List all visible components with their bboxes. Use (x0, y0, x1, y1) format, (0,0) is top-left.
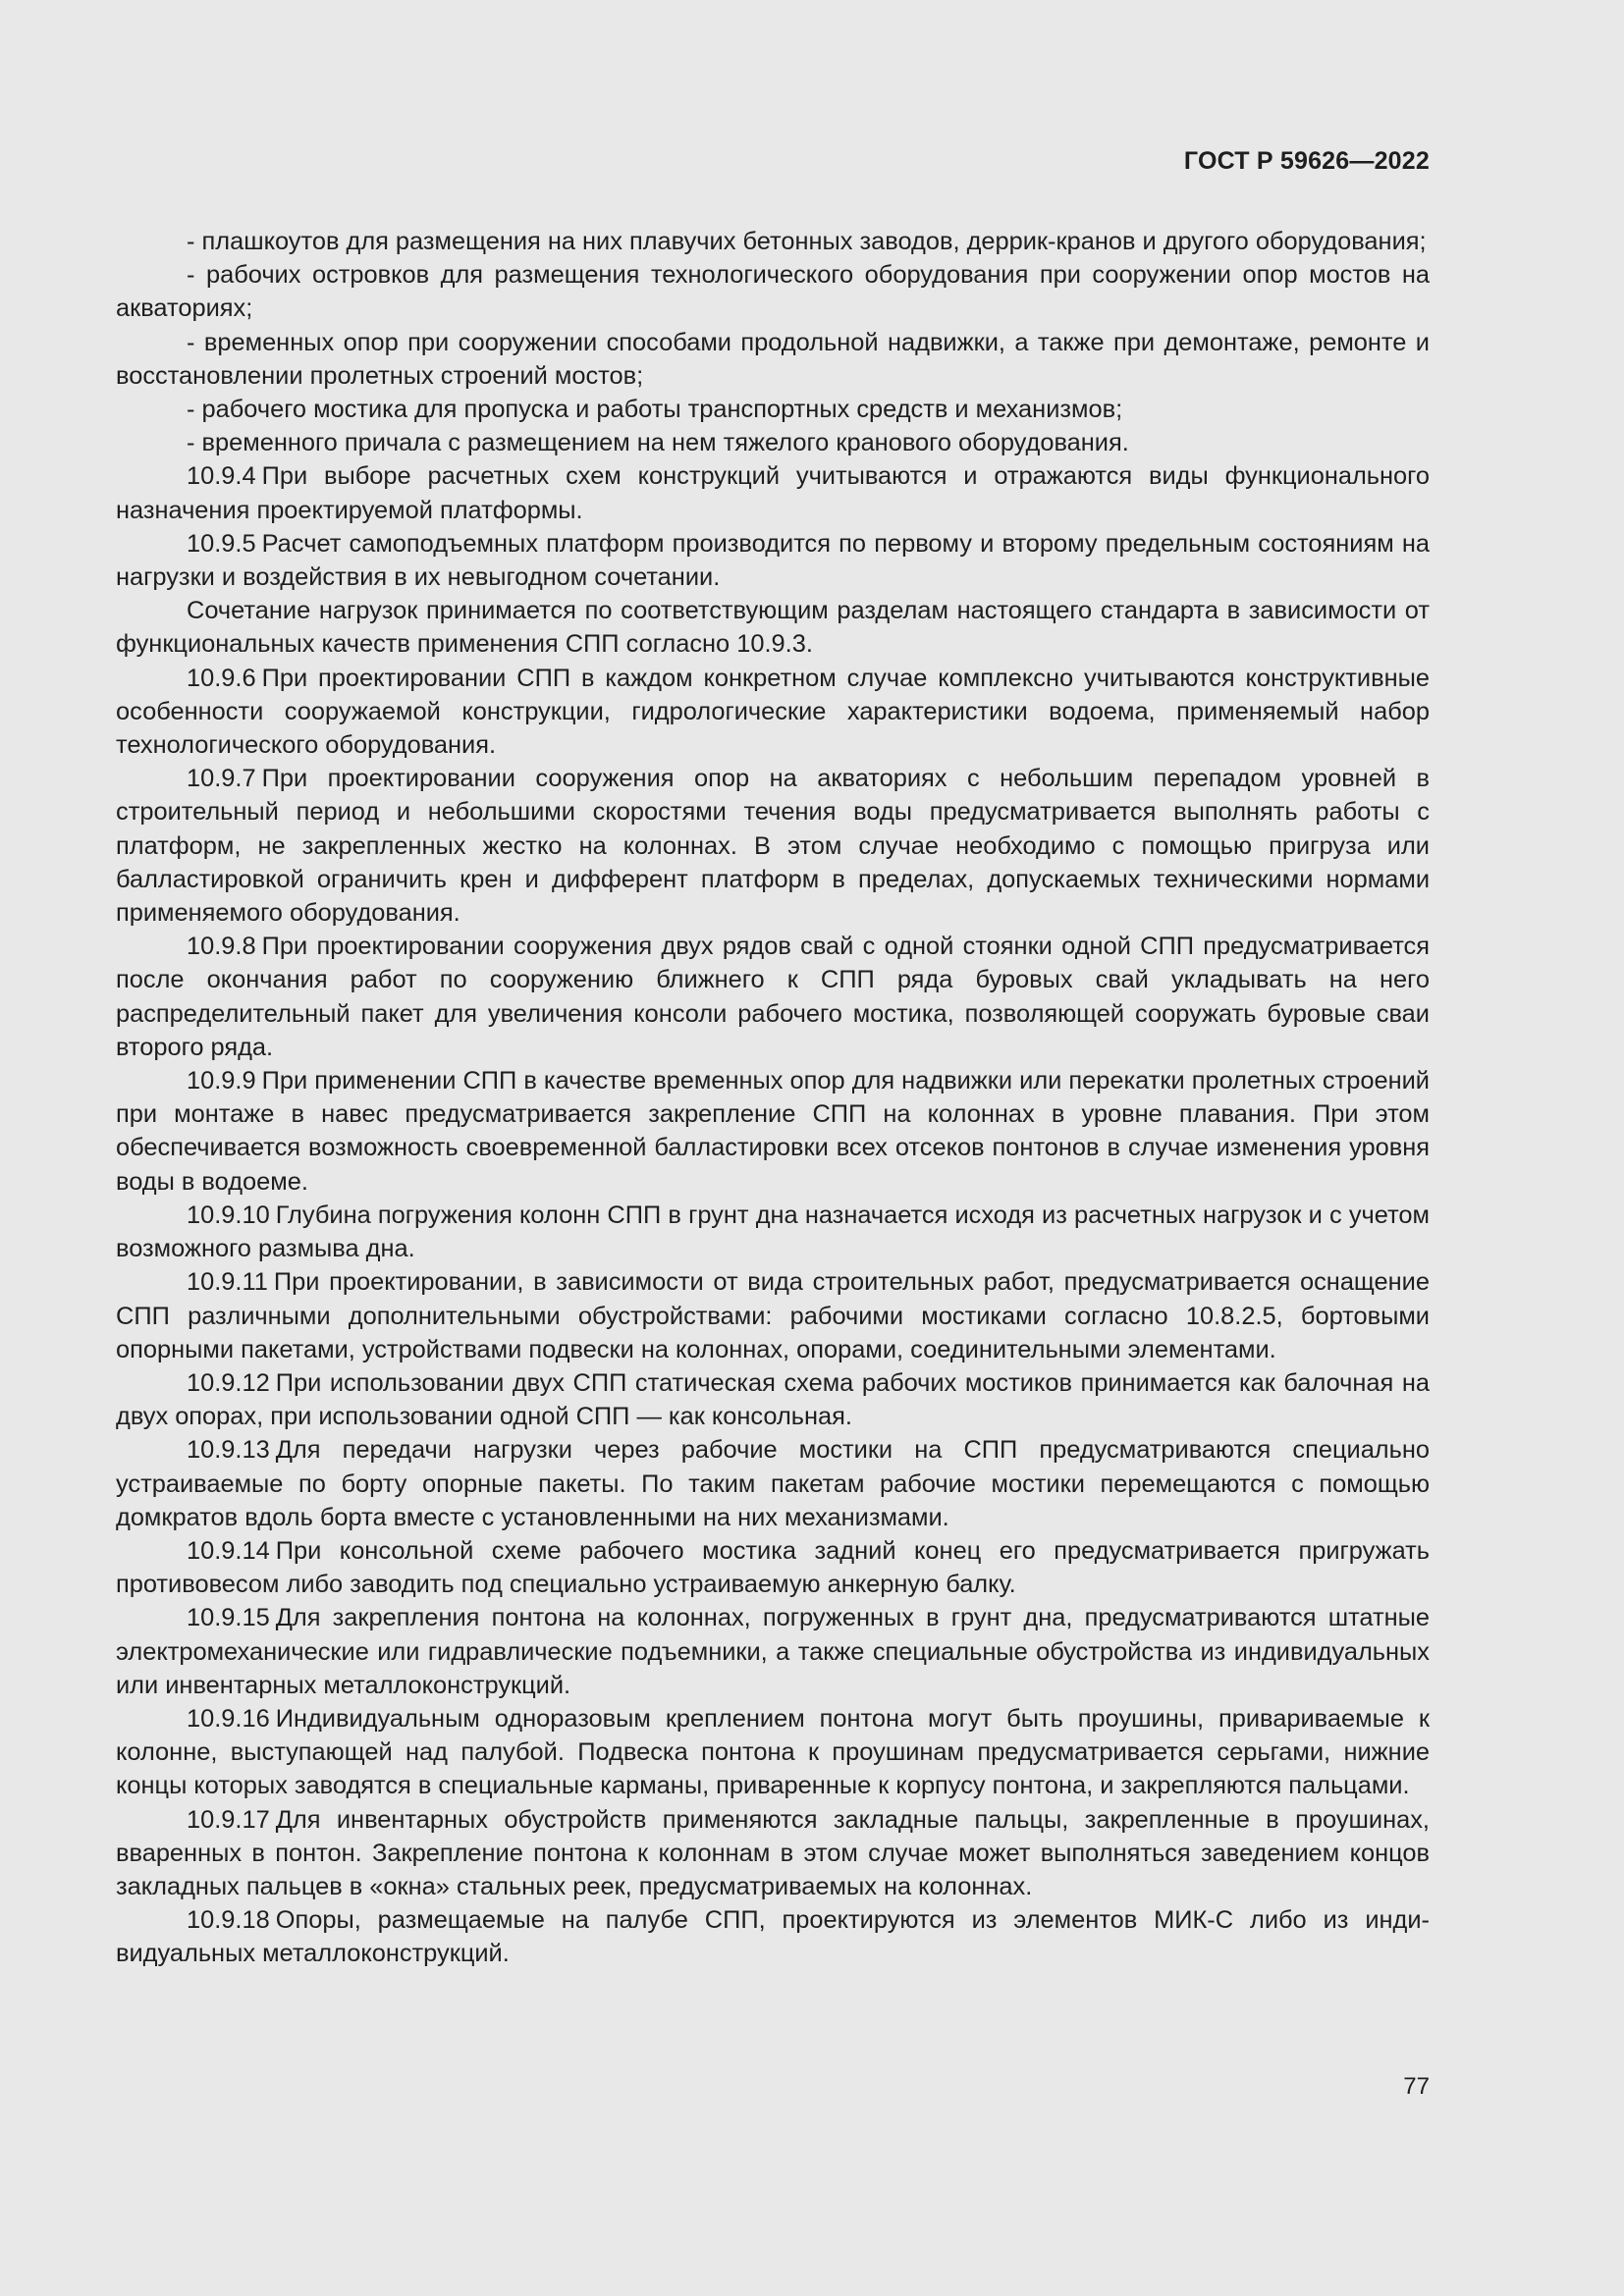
clause-paragraph (116, 1601, 1430, 1702)
paragraph-text: При проектировании, в зависимости от вида строительных работ, предусматривается оснащение СПП различными дополнительными обустройствами: рабочими мостиками согласно 10.8.2.5, бортовыми опорными пакетами, устройствами подвески на колоннах, опорами, соединительными элементами. (116, 1268, 1430, 1363)
clause-number: 10.9.6 (187, 664, 256, 692)
clause-number: 10.9.4 (187, 462, 256, 491)
paragraph-text: - рабочего мостика для пропуска и работы транспортных средств и механизмов; (187, 396, 1123, 424)
paragraph-text: При использовании двух СПП статическая схема рабочих мостиков принимается как балочная на двух опорах, при использовании одной СПП — как консольная. (116, 1368, 1430, 1431)
paragraph-text: Опоры, размещаемые на палубе СПП, проектируются из элементов МИК-С либо из индивидуальных металлоконструкций. (116, 1906, 1430, 1968)
paragraph-text: Для инвентарных обустройств применяются закладные пальцы, закрепленные в проушинах, вваренных в понтон. Закрепление понтона к колоннам в этом случае может выполняться заведением концов закладных пальцев в «окна» стальных реек, предусматриваемых на колоннах. (116, 1805, 1430, 1900)
list-item (116, 258, 1430, 325)
list-item (116, 393, 1430, 426)
paragraph-text: Сочетание нагрузок принимается по соответствующим разделам настоящего стандарта в зависимости от функциональных качеств применения СПП согласно 10.9.3. (116, 597, 1430, 659)
clause-paragraph (116, 1366, 1430, 1433)
paragraph-text: - временного причала с размещением на нем тяжелого кранового оборудования. (187, 429, 1129, 457)
paragraph-text: - рабочих островков для размещения технологического оборудования при сооружении опор мостов на акваториях; (116, 261, 1430, 323)
clause-paragraph (116, 594, 1430, 661)
clause-paragraph (116, 459, 1430, 526)
list-item (116, 326, 1430, 393)
clause-paragraph (116, 1199, 1430, 1265)
clause-number: 10.9.11 (187, 1268, 268, 1297)
clause-number: 10.9.12 (187, 1368, 270, 1397)
clause-paragraph (116, 1534, 1430, 1601)
clause-number: 10.9.15 (187, 1604, 270, 1632)
paragraph-text: - плашкоутов для размещения на них плавучих бетонных заводов, деррик-кранов и другого оборудования; (187, 228, 1427, 255)
paragraph-text: Расчет самоподъемных платформ производится по первому и второму предельным состояниям на нагрузки и воздействия в их невыгодном сочетании. (116, 529, 1430, 592)
clause-number: 10.9.5 (187, 529, 256, 558)
clause-paragraph (116, 662, 1430, 763)
document-header: ГОСТ Р 59626—2022 (1183, 147, 1430, 175)
clause-number: 10.9.17 (187, 1805, 270, 1834)
clause-paragraph (116, 1265, 1430, 1366)
clause-paragraph (116, 930, 1430, 1064)
paragraph-text: При выборе расчетных схем конструкций учитываются и отражаются виды функционального назначения проектируемой платформы. (116, 462, 1430, 524)
clause-paragraph (116, 762, 1430, 930)
clause-paragraph (116, 1064, 1430, 1199)
paragraph-text: Для закрепления понтона на колоннах, погруженных в грунт дна, предусматриваются штатные электромеханические или гидравлические подъемники, а также специальные обустройства из индивидуальных или инвентарных металлоконструкций. (116, 1604, 1430, 1699)
clause-number: 10.9.13 (187, 1436, 270, 1465)
clause-number: 10.9.8 (187, 933, 256, 961)
document-body (116, 225, 1430, 1971)
clause-paragraph (116, 1433, 1430, 1534)
clause-number: 10.9.9 (187, 1067, 256, 1095)
clause-number: 10.9.7 (187, 765, 256, 793)
list-item (116, 225, 1430, 258)
clause-paragraph (116, 1803, 1430, 1904)
clause-paragraph (116, 527, 1430, 594)
clause-number: 10.9.18 (187, 1906, 270, 1935)
paragraph-text: Индивидуальным одноразовым креплением понтона могут быть проушины, привариваемые к колонне, выступающей над палубой. Подвеска понтона к проушинам предусматривается серьгами, нижние концы которых заводятся в специальные карманы, приваренные к корпусу понтона, и закрепляются пальцами. (116, 1704, 1430, 1800)
paragraph-text: При консольной схеме рабочего мостика задний конец его предусматривается пригружать противовесом либо заводить под специально устраиваемую анкерную балку. (116, 1536, 1430, 1599)
paragraph-text: При проектировании сооружения опор на акваториях с небольшим перепадом уровней в строительный период и небольшими скоростями течения воды предусматривается выполнять работы с платформ, не закрепленных жестко на колоннах. В этом случае необходимо с помощью пригруза или балластировкой ограничить крен и дифферент платформ в пределах, допускаемых техническими нормами применяемого оборудования. (116, 765, 1430, 928)
clause-number: 10.9.10 (187, 1201, 270, 1229)
paragraph-text: Для передачи нагрузки через рабочие мостики на СПП предусматриваются специально устраиваемые по борту опорные пакеты. По таким пакетам рабочие мостики перемещаются с помощью домкратов вдоль борта вместе с установленными на них механизмами. (116, 1436, 1430, 1531)
paragraph-text: Глубина погружения колонн СПП в грунт дна назначается исходя из расчетных нагрузок и с учетом возможного размыва дна. (116, 1201, 1430, 1263)
clause-paragraph (116, 1702, 1430, 1803)
list-item (116, 426, 1430, 459)
paragraph-text: - временных опор при сооружении способами продольной надвижки, а также при демонтаже, ремонте и восстановлении пролетных строений мостов; (116, 328, 1430, 390)
clause-number: 10.9.16 (187, 1704, 270, 1733)
paragraph-text: При проектировании СПП в каждом конкретном случае комплексно учитываются конструктивные особенности сооружаемой конструкции, гидрологические характеристики водоема, применяемый набор технологического оборудования. (116, 664, 1430, 760)
page-number: 77 (1403, 2073, 1430, 2100)
paragraph-text: При применении СПП в качестве временных опор для надвижки или перекатки пролетных строений при монтаже в навес предусматривается закрепление СПП на колоннах в уровне плавания. При этом обеспечивается возможность своевременной балластировки всех отсеков понтонов в случае изменения уровня воды в водоеме. (116, 1067, 1430, 1196)
paragraph-text: При проектировании сооружения двух рядов свай с одной стоянки одной СПП предусматривается после окончания работ по сооружению ближнего к СПП ряда буровых свай укладывать на него распределительный пакет для увеличения консоли рабочего мостика, позволяющей сооружать буровые сваи второго ряда. (116, 933, 1430, 1061)
clause-number: 10.9.14 (187, 1536, 270, 1565)
clause-paragraph (116, 1903, 1430, 1970)
